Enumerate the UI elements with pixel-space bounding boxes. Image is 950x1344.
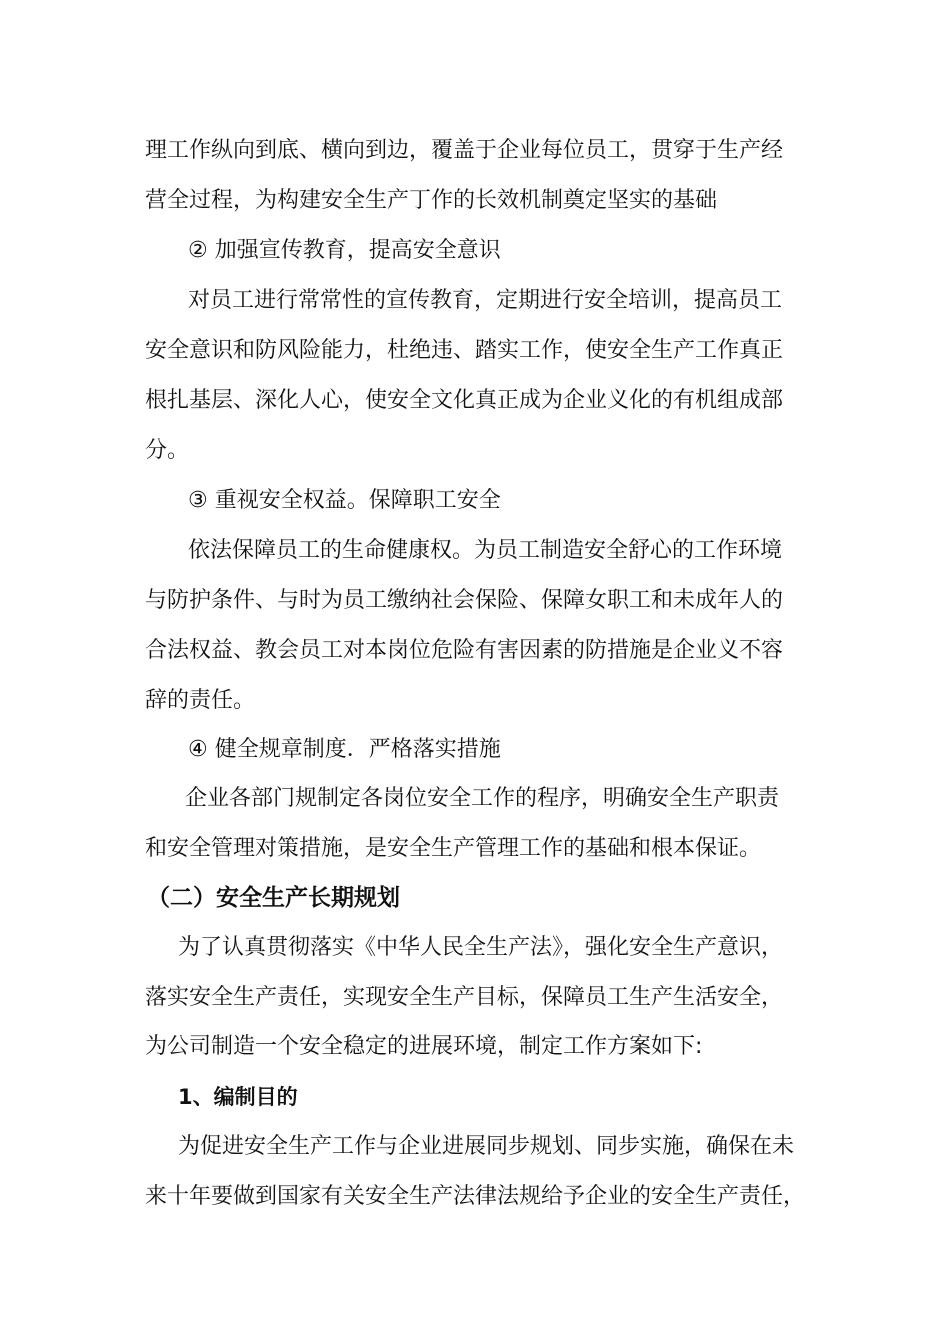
paragraph-line: 来十年要做到国家有关安全生产法律法规给予企业的安全生产责任， (145, 1184, 806, 1209)
paragraph-line: 为了认真贯彻落实《中华人民全生产法》，强化安全生产意识， (178, 935, 784, 960)
paragraph-line: 根扎基层、深化人心，使安全文化真正成为企业义化的有机组成部 (145, 388, 784, 413)
paragraph-line: 落实安全生产责任，实现安全生产目标，保障员工生产生活安全， (145, 985, 784, 1010)
paragraph-line: 为公司制造一个安全稳定的进展环境，制定工作方案如下: (145, 1034, 703, 1059)
paragraph-line: 营全过程，为构建安全生产丁作的长效机制奠定坚实的基础 (145, 188, 718, 213)
paragraph-line: 对员工进行常常性的宣传教育，定期进行安全培训，提高员工 (188, 288, 783, 313)
subsection-heading: 1、编制目的 (178, 1085, 298, 1109)
list-item-heading: ③ 重视安全权益。保障职工安全 (188, 488, 501, 513)
paragraph-line: 合法权益、教会员工对本岗位危险有害因素的防措施是企业义不容 (145, 638, 784, 663)
paragraph-line: 与防护条件、与时为员工缴纳社会保险、保障女职工和未成年人的 (145, 588, 784, 613)
paragraph-line: 依法保障员工的生命健康权。为员工制造安全舒心的工作环境 (188, 538, 783, 563)
paragraph-line: 安全意识和防风险能力，杜绝违、踏实工作，使安全生产工作真正 (145, 338, 784, 363)
paragraph-line: 为促进安全生产工作与企业进展同步规划、同步实施，确保在未 (178, 1134, 795, 1159)
paragraph-line: 分。 (145, 438, 190, 463)
paragraph-line: 企业各部门规制定各岗位安全工作的程序，明确安全生产职责 (185, 786, 780, 811)
paragraph-line: 和安全管理对策措施，是安全生产管理工作的基础和根本保证。 (145, 836, 762, 861)
list-item-heading: ② 加强宣传教育，提高安全意识 (188, 238, 501, 263)
section-heading: （二）安全生产长期规划 (147, 885, 400, 911)
paragraph-line: 辞的责任。 (145, 688, 256, 713)
paragraph-line: 理工作纵向到底、横向到边，覆盖于企业每位员工，贯穿于生产经 (145, 138, 784, 163)
list-item-heading: ④ 健全规章制度．严格落实措施 (188, 737, 501, 762)
